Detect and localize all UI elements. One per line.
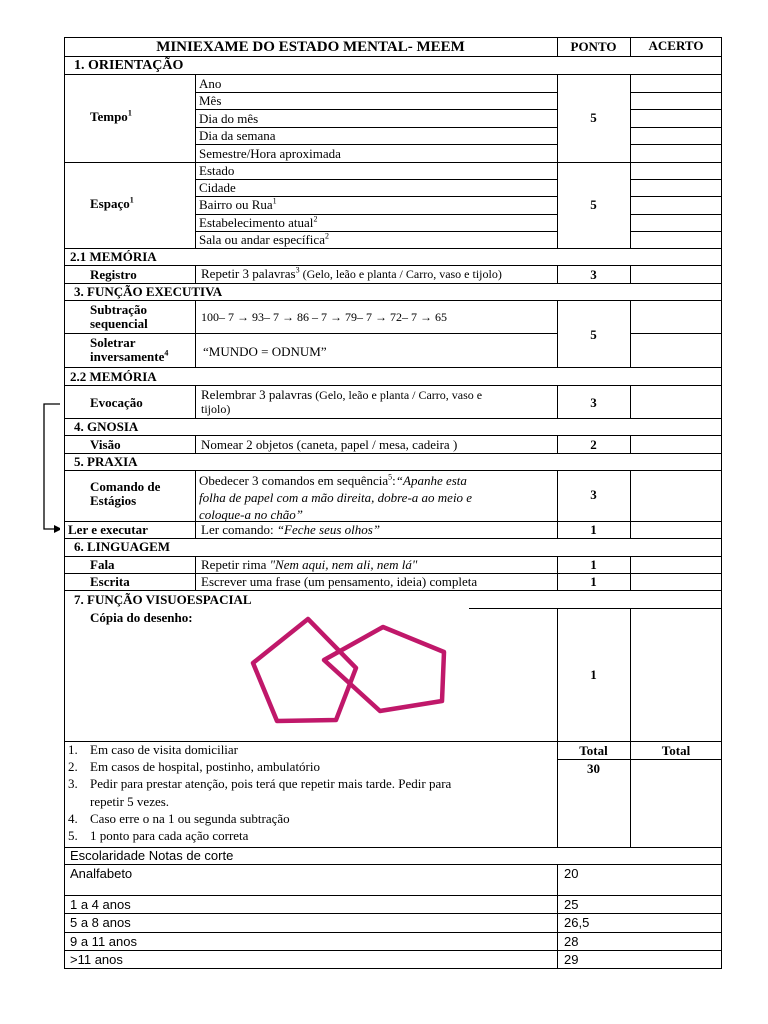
section-visuoespacial-title: 7. FUNÇÃO VISUOESPACIAL — [74, 592, 252, 607]
pentagon-left — [253, 619, 356, 721]
footnote-item: 2. Em casos de hospital, postinho, ambulatório — [68, 759, 320, 774]
espaco-item: Bairro ou Rua$^1$ — [199, 196, 277, 212]
espaco-item: Estado — [199, 163, 235, 178]
section-orientacao-title: 1. ORIENTAÇÃO — [74, 58, 184, 73]
ler-label: Ler e executar — [68, 522, 148, 537]
comando-label: Comando de Estágios — [90, 479, 161, 509]
fala-label: Fala — [90, 557, 115, 572]
registro-label: Registro — [90, 267, 137, 282]
subtracao-text: 100– 7 → 93– 7 → 86 – 7 → 79– 7 → 72– 7 → 65 — [201, 310, 447, 324]
fala-points: 1 — [590, 557, 597, 572]
cutoff-score: 28 — [564, 934, 579, 949]
tempo-item: Dia da semana — [199, 128, 276, 143]
subtracao-label: Subtração sequencial — [90, 302, 148, 332]
registro-points: 3 — [590, 267, 597, 282]
header-acerto: ACERTO — [648, 38, 704, 53]
espaco-label: Espaço$^1$ — [90, 195, 134, 211]
soletrar-text: “MUNDO = ODNUM” — [203, 344, 327, 359]
evocacao-link-arrow — [40, 37, 60, 557]
tempo-label: Tempo$^1$ — [90, 108, 132, 124]
intersecting-pentagons-drawing — [246, 613, 456, 733]
funcao-executiva-points: 5 — [590, 327, 597, 342]
section-memoria-2-title: 2.2 MEMÓRIA — [70, 369, 157, 384]
section-linguagem-title: 6. LINGUAGEM — [74, 539, 171, 554]
footnote-item: repetir 5 vezes. — [90, 794, 170, 809]
escrita-text: Escrever uma frase (um pensamento, ideia) completa — [201, 574, 478, 589]
evocacao-label: Evocação — [90, 395, 143, 410]
total-value: 30 — [587, 761, 600, 776]
total-ponto-label: Total — [579, 743, 608, 758]
form-title: MINIEXAME DO ESTADO MENTAL- MEEM — [156, 39, 465, 55]
espaco-item: Cidade — [199, 180, 236, 195]
tempo-item: Dia do mês — [199, 111, 259, 126]
cutoff-level: 9 a 11 anos — [70, 934, 137, 949]
total-acerto-label: Total — [661, 743, 691, 758]
espaco-item: Sala ou andar específica$^2$ — [199, 231, 329, 247]
cutoff-level: 1 a 4 anos — [70, 897, 131, 912]
cutoff-header: Escolaridade Notas de corte — [70, 848, 234, 863]
header-ponto: PONTO — [570, 39, 617, 54]
copia-label: Cópia do desenho: — [90, 610, 193, 625]
evocacao-text: Relembrar 3 palavras (Gelo, leão e planta / Carro, vaso e tijolo) — [201, 387, 483, 417]
footnote-item: 5. 1 ponto para cada ação correta — [68, 828, 249, 843]
section-gnosia-title: 4. GNOSIA — [74, 419, 139, 434]
tempo-item: Ano — [199, 76, 222, 91]
meem-form — [64, 37, 722, 969]
footnote-item: 3. Pedir para prestar atenção, pois terá que repetir mais tarde. Pedir para — [68, 776, 452, 791]
footnote-item: 1. Em caso de visita domiciliar — [68, 742, 239, 757]
cutoff-level: >11 anos — [70, 952, 123, 967]
section-memoria-1-title: 2.1 MEMÓRIA — [70, 249, 157, 264]
copia-points: 1 — [590, 667, 597, 682]
ler-text: Ler comando: “Feche seus olhos” — [201, 522, 381, 537]
comando-points: 3 — [590, 487, 597, 502]
section-funcao-executiva-title: 3. FUNÇÃO EXECUTIVA — [74, 284, 223, 299]
espaco-points: 5 — [590, 197, 597, 212]
cutoff-score: 29 — [564, 952, 579, 967]
section-praxia-title: 5. PRAXIA — [74, 454, 138, 469]
cutoff-score: 25 — [564, 897, 579, 912]
escrita-points: 1 — [590, 574, 597, 589]
visao-text: Nomear 2 objetos (caneta, papel / mesa, cadeira ) — [201, 437, 458, 452]
cutoff-score: 20 — [564, 866, 579, 881]
espaco-item: Estabelecimento atual$^2$ — [199, 214, 318, 230]
evocacao-points: 3 — [590, 395, 597, 410]
cutoff-score: 26,5 — [564, 915, 590, 930]
cutoff-level: Analfabeto — [70, 866, 133, 881]
visao-label: Visão — [90, 437, 121, 452]
tempo-points: 5 — [590, 110, 597, 125]
tempo-item: Semestre/Hora aproximada — [199, 146, 341, 161]
visao-points: 2 — [590, 437, 597, 452]
footnote-item: 4. Caso erre o na 1 ou segunda subtração — [68, 811, 290, 826]
soletrar-label: Soletrar inversamente$^4$ — [90, 335, 169, 365]
registro-text: Repetir 3 palavras$^3$ (Gelo, leão e planta / Carro, vaso e tijolo) — [201, 265, 502, 281]
ler-points: 1 — [590, 522, 597, 537]
tempo-item: Mês — [199, 93, 222, 108]
escrita-label: Escrita — [90, 574, 130, 589]
comando-text: Obedecer 3 comandos em sequência$^5$:“Apanhe esta folha de papel com a mão direita, dobre-a ao meio e coloque-a no chão” — [199, 472, 473, 522]
fala-text: Repetir rima "Nem aqui, nem ali, nem lá" — [201, 557, 418, 572]
cutoff-level: 5 a 8 anos — [70, 915, 131, 930]
